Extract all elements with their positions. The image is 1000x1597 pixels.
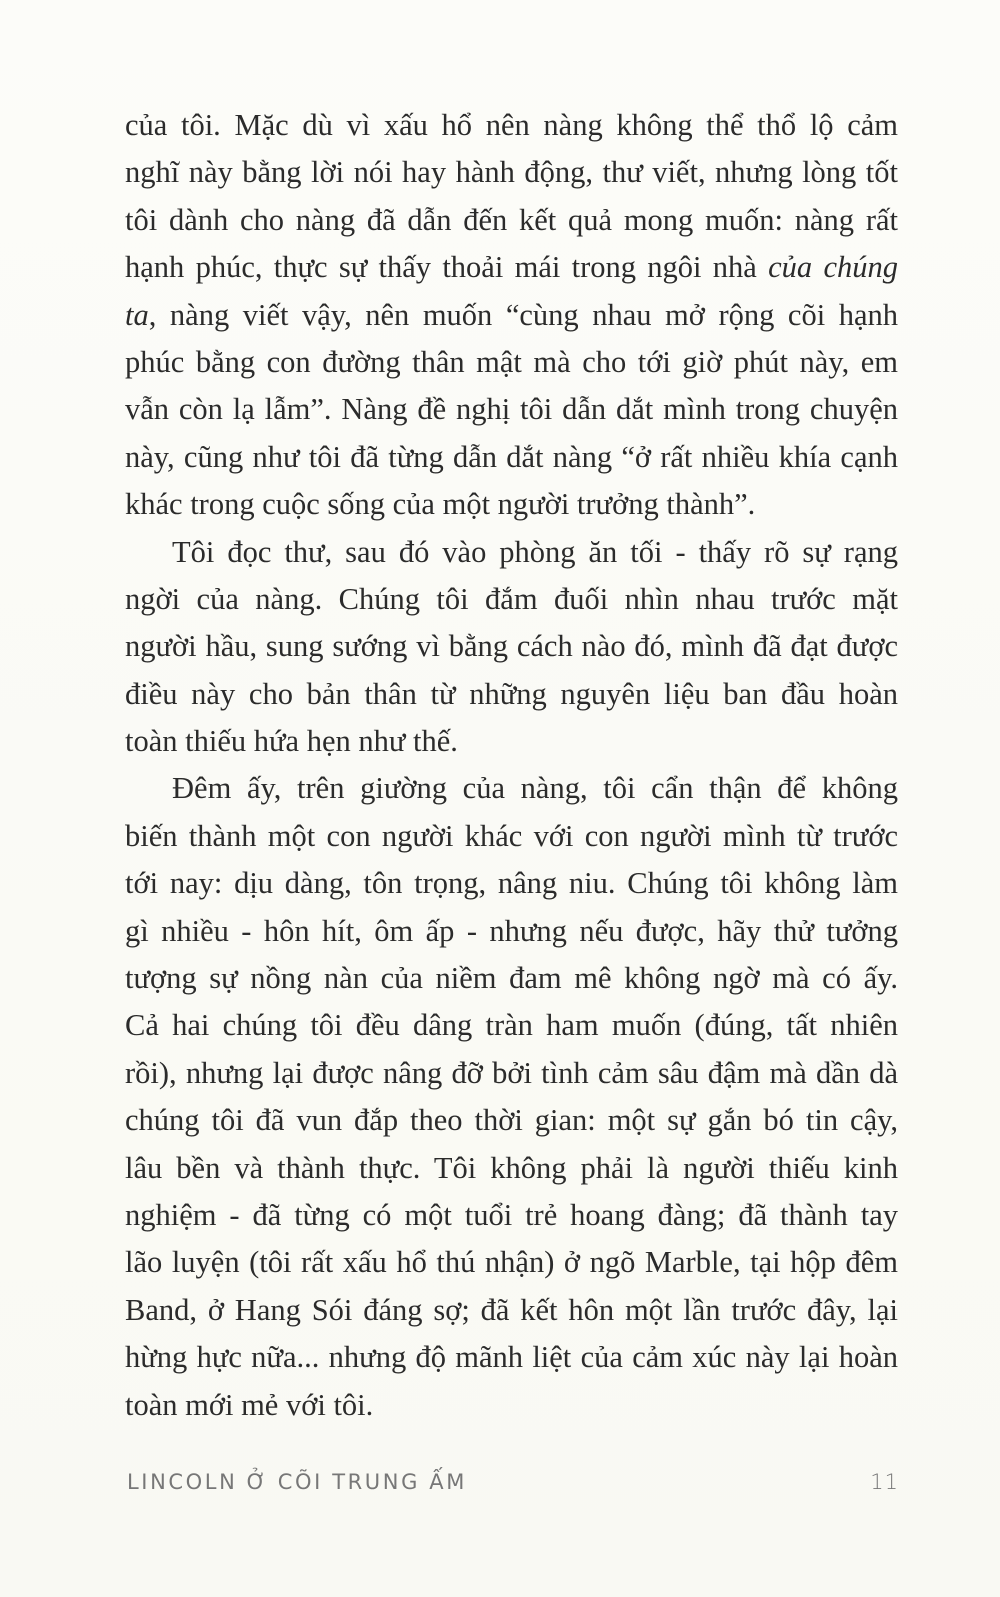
- italic-emphasis: ta: [125, 297, 149, 332]
- text-line: này, cũng như tôi đã từng dẫn dắt nàng “ở rất nhiều khía cạnh: [125, 439, 898, 474]
- running-title: LINCOLN Ở CÕI TRUNG ẤM: [127, 1470, 467, 1494]
- text-line: của tôi. Mặc dù vì xấu hổ nên nàng không thể thổ lộ cảm: [125, 108, 898, 142]
- paragraph-first-line: Tôi đọc thư, sau đó vào phòng ăn tối - thấy rõ sự rạng: [172, 534, 898, 569]
- paragraph-last-line: khác trong cuộc sống của một người trưởng thành”.: [125, 487, 756, 522]
- text-line: [125, 292, 898, 339]
- text-line: hừng hực nữa... nhưng độ mãnh liệt của cảm xúc này lại hoàn: [125, 1340, 898, 1375]
- text-line: nghĩ này bằng lời nói hay hành động, thư viết, nhưng lòng tốt: [125, 155, 898, 190]
- text-line: tượng sự nồng nàn của niềm đam mê không ngờ mà có ấy.: [125, 961, 898, 996]
- text-line: ngời của nàng. Chúng tôi đắm đuối nhìn nhau trước mặt: [125, 581, 898, 616]
- page-footer: [127, 1470, 899, 1504]
- text-line: tôi dành cho nàng đã dẫn đến kết quả mong muốn: nàng rất: [125, 202, 898, 237]
- text-line: tới nay: dịu dàng, tôn trọng, nâng niu. Chúng tôi không làm: [125, 866, 898, 901]
- text-line: phúc bằng con đường thân mật mà cho tới giờ phút này, em: [125, 344, 898, 379]
- text-line: vẫn còn lạ lẫm”. Nàng đề nghị tôi dẫn dắt mình trong chuyện: [125, 392, 898, 427]
- body-text: [125, 102, 898, 1429]
- paragraph-first-line: Đêm ấy, trên giường của nàng, tôi cẩn thận để không: [172, 771, 898, 806]
- paragraph-last-line: toàn thiếu hứa hẹn như thế.: [125, 724, 458, 759]
- text-line: nghiệm - đã từng có một tuổi trẻ hoang đàng; đã thành tay: [125, 1197, 898, 1232]
- text-line: Band, ở Hang Sói đáng sợ; đã kết hôn một lần trước đây, lại: [125, 1292, 898, 1327]
- text-line: điều này cho bản thân từ những nguyên liệu ban đầu hoàn: [125, 676, 898, 711]
- text-fragment: , nàng viết vậy, nên muốn “cùng nhau mở rộng cõi hạnh: [148, 297, 898, 332]
- text-line: lão luyện (tôi rất xấu hổ thú nhận) ở ngõ Marble, tại hộp đêm: [125, 1245, 898, 1280]
- text-fragment: hạnh phúc, thực sự thấy thoải mái trong ngôi nhà: [125, 250, 769, 285]
- text-line: chúng tôi đã vun đắp theo thời gian: một sự gắn bó tin cậy,: [125, 1103, 898, 1138]
- text-line: người hầu, sung sướng vì bằng cách nào đó, mình đã đạt được: [125, 629, 898, 664]
- paragraph-last-line: toàn mới mẻ với tôi.: [125, 1387, 374, 1422]
- text-line: [125, 244, 898, 291]
- page-number: 11: [870, 1470, 899, 1494]
- text-line: biến thành một con người khác với con người mình từ trước: [125, 818, 898, 853]
- text-line: lâu bền và thành thực. Tôi không phải là người thiếu kinh: [125, 1150, 898, 1185]
- text-line: Cả hai chúng tôi đều dâng tràn ham muốn (đúng, tất nhiên: [125, 1008, 898, 1043]
- text-line: rồi), nhưng lại được nâng đỡ bởi tình cảm sâu đậm mà dần dà: [125, 1055, 898, 1090]
- italic-emphasis: của chúng: [768, 250, 899, 285]
- text-line: gì nhiều - hôn hít, ôm ấp - nhưng nếu được, hãy thử tưởng: [125, 913, 898, 948]
